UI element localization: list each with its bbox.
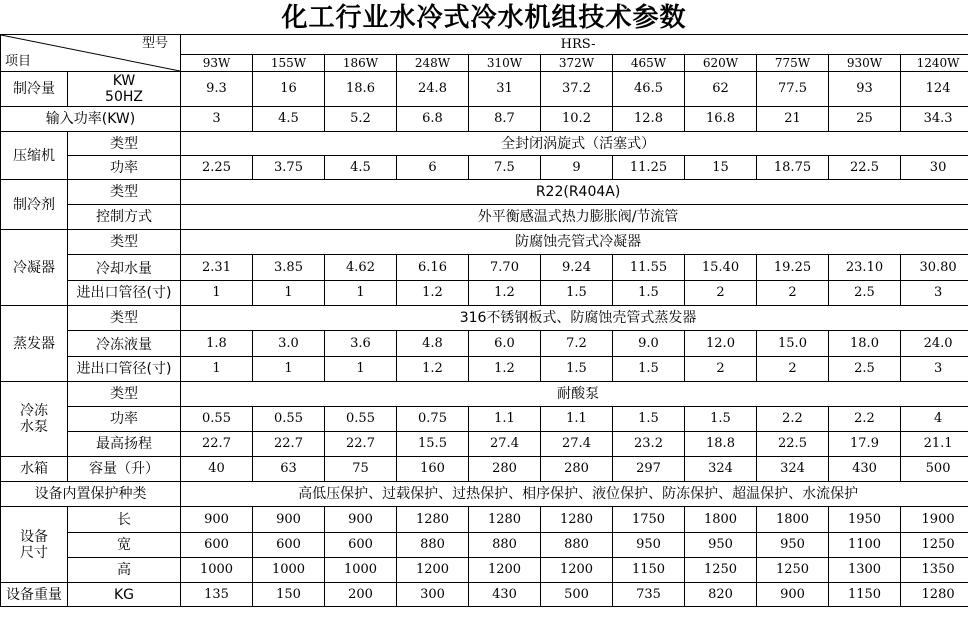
table-cell: 1000 — [253, 558, 325, 583]
pump-label: 冷冻 水泵 — [1, 382, 68, 457]
table-cell: 10.2 — [541, 107, 613, 132]
weight-row — [1, 583, 968, 607]
table-cell: 1 — [181, 357, 253, 382]
table-cell: 2.31 — [181, 255, 253, 281]
table-cell: 1150 — [829, 583, 901, 607]
table-cell: 1.1 — [541, 407, 613, 432]
table-cell: 1200 — [541, 558, 613, 583]
table-cell: 1150 — [613, 558, 685, 583]
table-cell: 1800 — [685, 507, 757, 533]
evaporator-type-value: 316不锈钢板式、防腐蚀壳管式蒸发器 — [181, 306, 968, 331]
table-cell: 1280 — [541, 507, 613, 533]
table-cell: 1900 — [901, 507, 968, 533]
table-cell: 15 — [685, 156, 757, 180]
pump-type-row — [1, 382, 968, 407]
table-cell: 3.6 — [325, 331, 397, 357]
refrigerant-label: 制冷剂 — [1, 180, 68, 230]
table-cell: 22.5 — [829, 156, 901, 180]
table-cell: 124 — [901, 72, 968, 107]
table-cell: 9.24 — [541, 255, 613, 281]
table-cell: 15.40 — [685, 255, 757, 281]
table-cell: 11.55 — [613, 255, 685, 281]
table-cell: 3.85 — [253, 255, 325, 281]
table-cell: 2 — [757, 357, 829, 382]
table-cell: 1250 — [685, 558, 757, 583]
table-cell: 200 — [325, 583, 397, 607]
table-cell: 22.7 — [253, 432, 325, 457]
table-cell: 7.70 — [469, 255, 541, 281]
table-cell: 93 — [829, 72, 901, 107]
compressor-type-label: 类型 — [68, 132, 181, 156]
table-cell: 4.5 — [253, 107, 325, 132]
cooling-unit: KW 50HZ — [68, 72, 181, 107]
pump-type-label: 类型 — [68, 382, 181, 407]
table-cell: 34.3 — [901, 107, 968, 132]
table-cell: 15.0 — [757, 331, 829, 357]
model-cell: 465W — [613, 55, 685, 72]
dimensions-label: 设备 尺寸 — [1, 507, 68, 583]
table-cell: 1 — [253, 357, 325, 382]
compressor-label: 压缩机 — [1, 132, 68, 180]
table-cell: 9.3 — [181, 72, 253, 107]
condenser-pipe-row — [1, 281, 968, 306]
length-row — [1, 507, 968, 533]
table-cell: 18.6 — [325, 72, 397, 107]
model-label: 型号 — [141, 36, 168, 51]
model-cell: 372W — [541, 55, 613, 72]
table-cell: 500 — [901, 457, 968, 482]
table-cell: 21 — [757, 107, 829, 132]
table-cell: 23.10 — [829, 255, 901, 281]
table-cell: 280 — [541, 457, 613, 482]
table-cell: 900 — [325, 507, 397, 533]
protection-row — [1, 482, 968, 507]
table-cell: 2.2 — [757, 407, 829, 432]
pump-head-label: 最高扬程 — [68, 432, 181, 457]
table-cell: 500 — [541, 583, 613, 607]
table-cell: 1.2 — [397, 357, 469, 382]
table-cell: 950 — [613, 533, 685, 558]
table-cell: 1.2 — [469, 357, 541, 382]
table-cell: 3.75 — [253, 156, 325, 180]
table-cell: 950 — [757, 533, 829, 558]
table-cell: 0.75 — [397, 407, 469, 432]
table-cell: 1.5 — [613, 281, 685, 306]
table-cell: 600 — [253, 533, 325, 558]
table-cell: 900 — [757, 583, 829, 607]
model-cell: 310W — [469, 55, 541, 72]
table-cell: 7.5 — [469, 156, 541, 180]
table-cell: 135 — [181, 583, 253, 607]
table-cell: 1.5 — [613, 357, 685, 382]
table-cell: 735 — [613, 583, 685, 607]
table-cell: 880 — [469, 533, 541, 558]
table-cell: 2.2 — [829, 407, 901, 432]
table-cell: 300 — [397, 583, 469, 607]
tank-capacity-label: 容量（升） — [68, 457, 181, 482]
table-cell: 3 — [901, 357, 968, 382]
table-cell: 6 — [397, 156, 469, 180]
table-cell: 6.16 — [397, 255, 469, 281]
table-cell: 0.55 — [325, 407, 397, 432]
table-cell: 900 — [253, 507, 325, 533]
compressor-type-value: 全封闭涡旋式（活塞式） — [181, 132, 968, 156]
pump-power-row — [1, 407, 968, 432]
table-cell: 4.62 — [325, 255, 397, 281]
table-cell: 63 — [253, 457, 325, 482]
page-title: 化工行业水冷式冷水机组技术参数 — [281, 3, 687, 33]
model-cell: 186W — [325, 55, 397, 72]
table-cell: 1750 — [613, 507, 685, 533]
table-cell: 280 — [469, 457, 541, 482]
table-cell: 22.5 — [757, 432, 829, 457]
table-cell: 1.1 — [469, 407, 541, 432]
evaporator-flow-label: 冷冻液量 — [68, 331, 181, 357]
protection-value: 高低压保护、过载保护、过热保护、相序保护、液位保护、防冻保护、超温保护、水流保护 — [181, 482, 968, 507]
table-cell: 9 — [541, 156, 613, 180]
evaporator-type-label: 类型 — [68, 306, 181, 331]
table-cell: 27.4 — [469, 432, 541, 457]
table-cell: 9.0 — [613, 331, 685, 357]
model-cell: 93W — [181, 55, 253, 72]
table-cell: 30.80 — [901, 255, 968, 281]
table-cell: 1 — [325, 357, 397, 382]
table-cell: 1200 — [397, 558, 469, 583]
table-cell: 3.0 — [253, 331, 325, 357]
table-cell: 4.8 — [397, 331, 469, 357]
condenser-label: 冷凝器 — [1, 230, 68, 306]
table-cell: 19.25 — [757, 255, 829, 281]
table-cell: 1 — [253, 281, 325, 306]
table-cell: 15.5 — [397, 432, 469, 457]
table-cell: 22.7 — [181, 432, 253, 457]
table-cell: 30 — [901, 156, 968, 180]
compressor-type-row — [1, 132, 968, 156]
table-cell: 1250 — [901, 533, 968, 558]
table-cell: 900 — [181, 507, 253, 533]
table-cell: 24.0 — [901, 331, 968, 357]
table-cell: 23.2 — [613, 432, 685, 457]
input-power-row — [1, 107, 968, 132]
weight-unit: KG — [68, 583, 181, 607]
refrigerant-type-row — [1, 180, 968, 205]
condenser-type-row — [1, 230, 968, 255]
table-cell: 1280 — [469, 507, 541, 533]
table-cell: 160 — [397, 457, 469, 482]
table-cell: 17.9 — [829, 432, 901, 457]
table-cell: 820 — [685, 583, 757, 607]
table-cell: 46.5 — [613, 72, 685, 107]
table-cell: 1.5 — [541, 357, 613, 382]
table-cell: 77.5 — [757, 72, 829, 107]
table-cell: 1250 — [757, 558, 829, 583]
table-cell: 12.8 — [613, 107, 685, 132]
table-cell: 880 — [397, 533, 469, 558]
evaporator-type-row — [1, 306, 968, 331]
evaporator-pipe-label: 进出口管径(寸) — [68, 357, 181, 382]
table-cell: 1 — [181, 281, 253, 306]
table-cell: 31 — [469, 72, 541, 107]
condenser-pipe-label: 进出口管径(寸) — [68, 281, 181, 306]
protection-label: 设备内置保护种类 — [1, 482, 181, 507]
tank-label: 水箱 — [1, 457, 68, 482]
table-cell: 1200 — [469, 558, 541, 583]
pump-power-label: 功率 — [68, 407, 181, 432]
header-corner-cell — [1, 35, 181, 72]
table-cell: 297 — [613, 457, 685, 482]
condenser-type-value: 防腐蚀壳管式冷凝器 — [181, 230, 968, 255]
table-cell: 2.25 — [181, 156, 253, 180]
refrigerant-type-label: 类型 — [68, 180, 181, 205]
table-cell: 8.7 — [469, 107, 541, 132]
table-cell: 4.5 — [325, 156, 397, 180]
table-cell: 1.5 — [613, 407, 685, 432]
table-cell: 600 — [181, 533, 253, 558]
table-cell: 75 — [325, 457, 397, 482]
refrigerant-control-value: 外平衡感温式热力膨胀阀/节流管 — [181, 205, 968, 230]
table-cell: 430 — [469, 583, 541, 607]
table-cell: 4 — [901, 407, 968, 432]
table-cell: 2.5 — [829, 281, 901, 306]
item-label: 项目 — [5, 54, 32, 69]
width-row — [1, 533, 968, 558]
table-cell: 1950 — [829, 507, 901, 533]
model-cell: 155W — [253, 55, 325, 72]
table-cell: 880 — [541, 533, 613, 558]
table-cell: 1 — [325, 281, 397, 306]
refrigerant-type-value: R22(R404A) — [181, 180, 968, 205]
cooling-label: 制冷量 — [1, 72, 68, 107]
evaporator-pipe-row — [1, 357, 968, 382]
table-cell: 16 — [253, 72, 325, 107]
table-cell: 3 — [901, 281, 968, 306]
table-cell: 12.0 — [685, 331, 757, 357]
table-cell: 1800 — [757, 507, 829, 533]
weight-label: 设备重量 — [1, 583, 68, 607]
table-cell: 16.8 — [685, 107, 757, 132]
table-cell: 6.0 — [469, 331, 541, 357]
table-cell: 1.2 — [469, 281, 541, 306]
table-cell: 7.2 — [541, 331, 613, 357]
table-cell: 25 — [829, 107, 901, 132]
model-cell: 930W — [829, 55, 901, 72]
table-cell: 2 — [685, 357, 757, 382]
width-label: 宽 — [68, 533, 181, 558]
evaporator-label: 蒸发器 — [1, 306, 68, 382]
input-power-label: 输入功率(KW) — [1, 107, 181, 132]
model-cell: 248W — [397, 55, 469, 72]
condenser-type-label: 类型 — [68, 230, 181, 255]
table-cell: 3 — [181, 107, 253, 132]
table-cell: 40 — [181, 457, 253, 482]
table-cell: 18.75 — [757, 156, 829, 180]
table-cell: 22.7 — [325, 432, 397, 457]
table-cell: 21.1 — [901, 432, 968, 457]
table-cell: 5.2 — [325, 107, 397, 132]
table-cell: 1280 — [397, 507, 469, 533]
table-cell: 1100 — [829, 533, 901, 558]
table-cell: 1000 — [325, 558, 397, 583]
table-cell: 24.8 — [397, 72, 469, 107]
evaporator-flow-row — [1, 331, 968, 357]
length-label: 长 — [68, 507, 181, 533]
cooling-row — [1, 72, 968, 107]
condenser-flow-row — [1, 255, 968, 281]
table-cell: 2.5 — [829, 357, 901, 382]
height-row — [1, 558, 968, 583]
table-cell: 600 — [325, 533, 397, 558]
table-cell: 1300 — [829, 558, 901, 583]
table-cell: 6.8 — [397, 107, 469, 132]
compressor-power-label: 功率 — [68, 156, 181, 180]
table-cell: 1.2 — [397, 281, 469, 306]
height-label: 高 — [68, 558, 181, 583]
table-cell: 0.55 — [181, 407, 253, 432]
tank-row — [1, 457, 968, 482]
table-cell: 18.0 — [829, 331, 901, 357]
table-cell: 0.55 — [253, 407, 325, 432]
table-cell: 150 — [253, 583, 325, 607]
refrigerant-control-row — [1, 205, 968, 230]
table-cell: 27.4 — [541, 432, 613, 457]
table-cell: 62 — [685, 72, 757, 107]
condenser-flow-label: 冷却水量 — [68, 255, 181, 281]
table-cell: 1280 — [901, 583, 968, 607]
table-cell: 1000 — [181, 558, 253, 583]
table-cell: 11.25 — [613, 156, 685, 180]
refrigerant-control-label: 控制方式 — [68, 205, 181, 230]
compressor-power-row — [1, 156, 968, 180]
table-cell: 1.5 — [541, 281, 613, 306]
table-cell: 2 — [685, 281, 757, 306]
table-cell: 430 — [829, 457, 901, 482]
pump-type-value: 耐酸泵 — [181, 382, 968, 407]
model-cell: 775W — [757, 55, 829, 72]
model-cell: 620W — [685, 55, 757, 72]
table-cell: 324 — [685, 457, 757, 482]
spec-table — [0, 34, 968, 607]
model-cell: 1240W — [901, 55, 968, 72]
table-cell: 37.2 — [541, 72, 613, 107]
table-cell: 324 — [757, 457, 829, 482]
table-cell: 1.8 — [181, 331, 253, 357]
table-cell: 950 — [685, 533, 757, 558]
pump-head-row — [1, 432, 968, 457]
series-label: HRS- — [181, 35, 968, 55]
table-cell: 1.5 — [685, 407, 757, 432]
table-cell: 2 — [757, 281, 829, 306]
table-cell: 18.8 — [685, 432, 757, 457]
table-cell: 1350 — [901, 558, 968, 583]
